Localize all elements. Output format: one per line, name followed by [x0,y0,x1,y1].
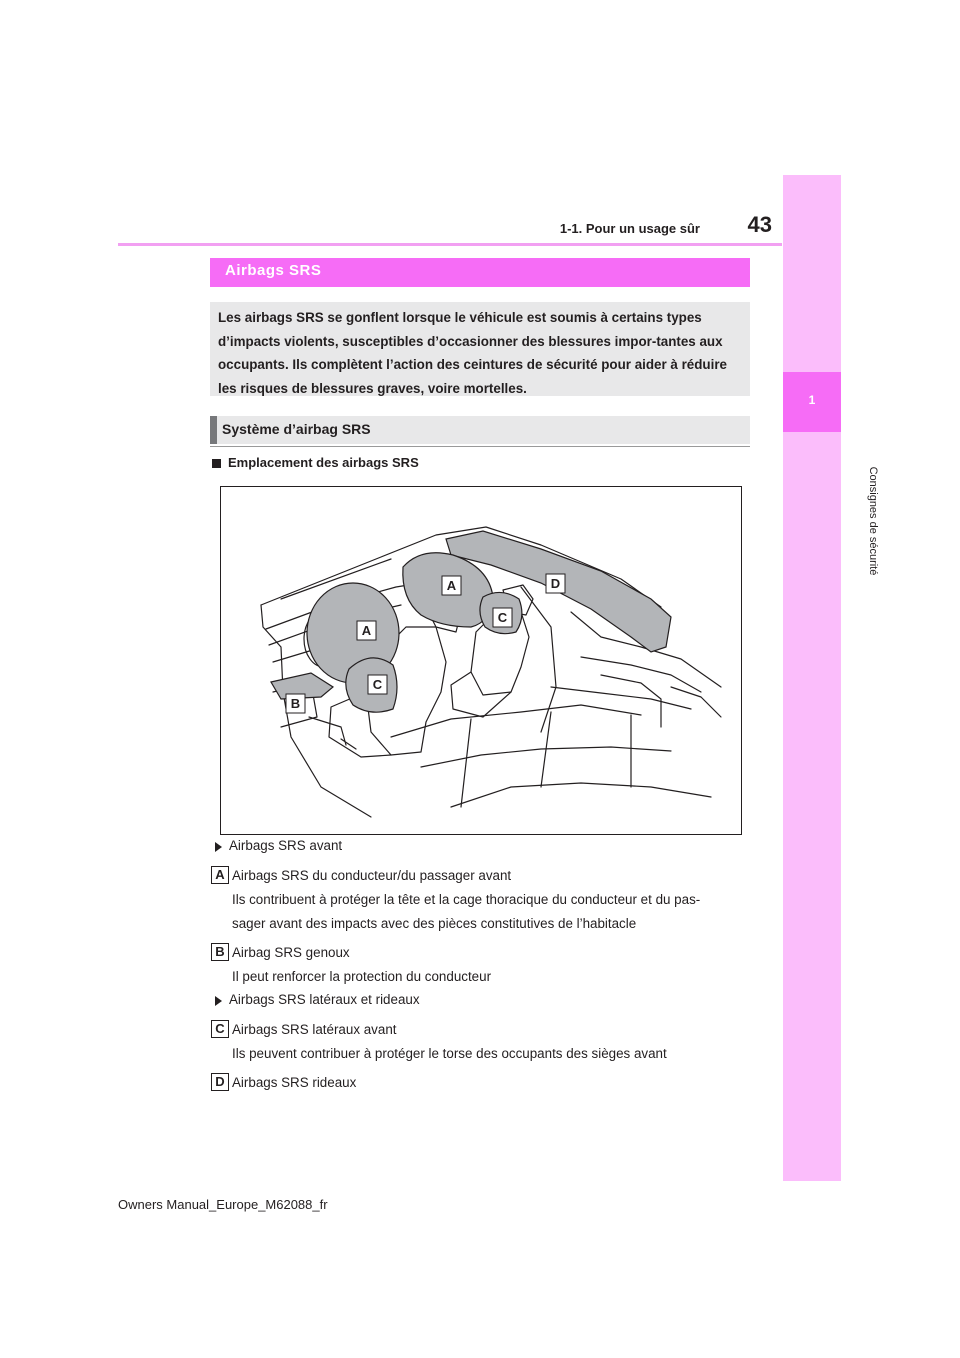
chapter-label [811,445,879,625]
item-desc-a-line1: Ils contribuent à protéger la tête et la cage thoracique du conducteur et du pas- [232,892,701,907]
chapter-label-text: Consignes de sécurité [867,466,879,576]
subheading-rule [210,446,750,447]
figure-label-c-passenger: C [497,610,508,625]
item-badge-d: D [211,1073,229,1091]
page-title: Airbags SRS [225,262,322,279]
footer-text: Owners Manual_Europe_M62088_fr [118,1197,328,1212]
group-title-front: Airbags SRS avant [229,838,343,853]
figure-label-b: B [290,696,301,711]
group-title-side: Airbags SRS latéraux et rideaux [229,992,420,1007]
location-heading: Emplacement des airbags SRS [228,455,419,470]
page-number: 43 [747,212,772,237]
triangle-bullet-icon [215,996,222,1006]
chapter-number: 1 [808,393,816,407]
figure-label-d: D [550,576,561,591]
item-badge-c: C [211,1020,229,1038]
item-title-d: Airbags SRS rideaux [232,1075,357,1090]
header-rule [118,243,782,246]
item-title-c: Airbags SRS latéraux avant [232,1022,397,1037]
item-title-b: Airbag SRS genoux [232,945,350,960]
triangle-bullet-icon [215,842,222,852]
airbag-location-figure [220,486,742,835]
section-title: 1-1. Pour un usage sûr [559,221,700,236]
figure-label-a-driver: A [361,623,372,638]
square-bullet-icon [212,459,221,468]
intro-text: Les airbags SRS se gonflent lorsque le véhicule est soumis à certains types d’impacts violents, susceptibles d’occasionner des blessures impor-tantes aux occupants. Ils complètent l’action des ceintures de sécurité pour aider à réduire les risques de blessures graves, voire mortelles. [218,310,727,396]
item-desc-b: Il peut renforcer la protection du conducteur [232,969,492,984]
subheading-accent [210,416,217,444]
car-interior-illustration [221,487,741,834]
subheading: Système d’airbag SRS [222,421,371,437]
item-badge-b: B [211,943,229,961]
item-desc-a-line2: sager avant des impacts avec des pièces constitutives de l’habitacle [232,916,637,931]
side-tab-band [783,175,841,1181]
item-title-a: Airbags SRS du conducteur/du passager avant [232,868,512,883]
item-badge-a: A [211,866,229,884]
figure-label-a-passenger: A [446,578,457,593]
figure-label-c-driver: C [372,677,383,692]
item-desc-c: Ils peuvent contribuer à protéger le torse des occupants des sièges avant [232,1046,667,1061]
